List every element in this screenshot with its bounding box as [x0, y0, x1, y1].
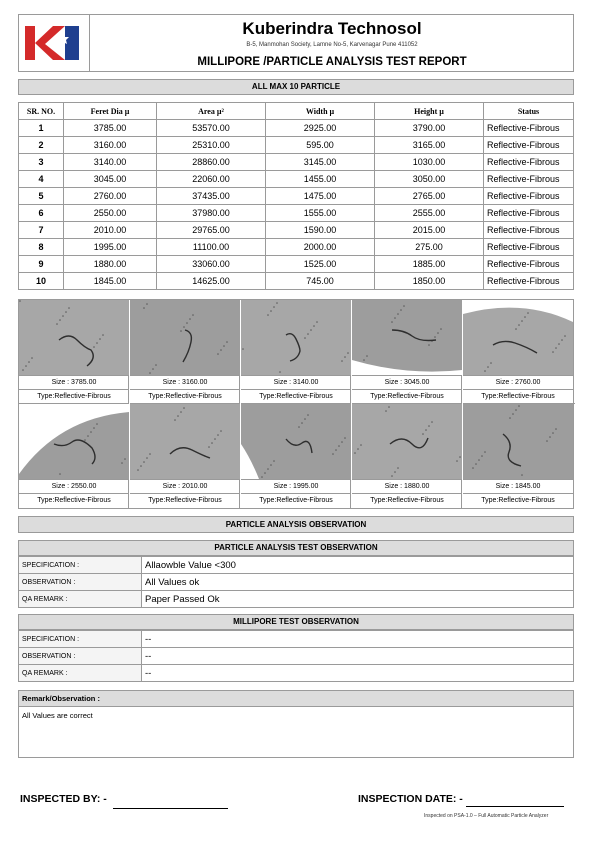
- status-cell: Reflective-Fibrous: [484, 256, 574, 273]
- spec-label: SPECIFICATION :: [19, 557, 142, 574]
- value-cell: 1555.00: [266, 205, 375, 222]
- sr-no-cell: 4: [19, 171, 64, 188]
- company-address: B-5, Manmohan Society, Lamne No-5, Karvenagar Pune 411052: [246, 42, 418, 48]
- status-cell: Reflective-Fibrous: [484, 205, 574, 222]
- table-row: [19, 591, 574, 608]
- table-row: [19, 222, 574, 239]
- particle-image-cell: [241, 300, 351, 404]
- value-cell: 53570.00: [157, 120, 266, 137]
- particle-micrograph: [463, 300, 573, 375]
- spec-label: SPECIFICATION :: [19, 631, 142, 648]
- value-cell: 37980.00: [157, 205, 266, 222]
- observation-label: OBSERVATION :: [19, 648, 142, 665]
- company-name: Kuberindra Technosol: [242, 19, 422, 38]
- remark-box: [18, 690, 574, 758]
- value-cell: 1525.00: [266, 256, 375, 273]
- value-cell: 1590.00: [266, 222, 375, 239]
- value-cell: 1455.00: [266, 171, 375, 188]
- value-cell: 2765.00: [375, 188, 484, 205]
- particle-size-label: Size : 3785.00: [19, 375, 129, 389]
- particle-size-label: Size : 1845.00: [463, 479, 573, 493]
- particle-micrograph: [352, 300, 462, 375]
- status-cell: Reflective-Fibrous: [484, 137, 574, 154]
- value-cell: 2925.00: [266, 120, 375, 137]
- table-row: [19, 239, 574, 256]
- particle-type-label: Type:Reflective-Fibrous: [352, 389, 462, 403]
- particle-image-grid: [18, 299, 574, 509]
- value-cell: 2550.00: [64, 205, 157, 222]
- value-cell: 3790.00: [375, 120, 484, 137]
- table-row: [19, 631, 574, 648]
- particle-image-cell: [352, 404, 462, 508]
- value-cell: 3165.00: [375, 137, 484, 154]
- particle-test-title: PARTICLE ANALYSIS TEST OBSERVATION: [18, 540, 574, 556]
- status-cell: Reflective-Fibrous: [484, 273, 574, 290]
- value-cell: 2010.00: [64, 222, 157, 239]
- table-row: [19, 557, 574, 574]
- particle-size-label: Size : 2550.00: [19, 479, 129, 493]
- value-cell: 3045.00: [64, 171, 157, 188]
- observation-value: All Values ok: [142, 574, 574, 591]
- table-row: [19, 273, 574, 290]
- value-cell: 1885.00: [375, 256, 484, 273]
- table-row: [19, 205, 574, 222]
- col-header: Feret Dia µ: [64, 103, 157, 120]
- value-cell: 3140.00: [64, 154, 157, 171]
- particle-micrograph: [352, 404, 462, 479]
- particle-type-label: Type:Reflective-Fibrous: [463, 493, 573, 507]
- particle-image-cell: [19, 404, 129, 508]
- sr-no-cell: 5: [19, 188, 64, 205]
- value-cell: 22060.00: [157, 171, 266, 188]
- sr-no-cell: 6: [19, 205, 64, 222]
- particle-type-label: Type:Reflective-Fibrous: [19, 493, 129, 507]
- value-cell: 25310.00: [157, 137, 266, 154]
- sr-no-cell: 10: [19, 273, 64, 290]
- spec-value: Allaowble Value <300: [142, 557, 574, 574]
- col-header: Status: [484, 103, 574, 120]
- sr-no-cell: 7: [19, 222, 64, 239]
- particle-image-cell: [19, 300, 129, 404]
- particle-test-table: [18, 556, 574, 608]
- status-cell: Reflective-Fibrous: [484, 188, 574, 205]
- particle-size-label: Size : 3160.00: [130, 375, 240, 389]
- value-cell: 1880.00: [64, 256, 157, 273]
- status-cell: Reflective-Fibrous: [484, 222, 574, 239]
- particle-image-cell: [463, 300, 575, 404]
- particle-micrograph: [19, 300, 129, 375]
- inspection-date-label: INSPECTION DATE: -: [358, 793, 463, 805]
- status-cell: Reflective-Fibrous: [484, 154, 574, 171]
- sr-no-cell: 2: [19, 137, 64, 154]
- particle-micrograph: [241, 300, 351, 375]
- value-cell: 2555.00: [375, 205, 484, 222]
- particle-image-cell: [463, 404, 575, 508]
- value-cell: 3145.00: [266, 154, 375, 171]
- particle-micrograph: [19, 404, 129, 479]
- particle-size-label: Size : 2010.00: [130, 479, 240, 493]
- particle-size-label: Size : 3140.00: [241, 375, 351, 389]
- sr-no-cell: 1: [19, 120, 64, 137]
- qa-remark-label: QA REMARK :: [19, 665, 142, 682]
- value-cell: 3160.00: [64, 137, 157, 154]
- value-cell: 37435.00: [157, 188, 266, 205]
- value-cell: 3785.00: [64, 120, 157, 137]
- particle-micrograph: [130, 300, 240, 375]
- value-cell: 3050.00: [375, 171, 484, 188]
- millipore-test-title: MILLIPORE TEST OBSERVATION: [18, 614, 574, 630]
- report-title: MILLIPORE /PARTICLE ANALYSIS TEST REPORT: [197, 56, 467, 68]
- particle-size-label: Size : 2760.00: [463, 375, 573, 389]
- particle-image-cell: [130, 404, 240, 508]
- qa-remark-value: --: [142, 665, 574, 682]
- status-cell: Reflective-Fibrous: [484, 239, 574, 256]
- sr-no-cell: 9: [19, 256, 64, 273]
- value-cell: 595.00: [266, 137, 375, 154]
- value-cell: 14625.00: [157, 273, 266, 290]
- sr-no-cell: 8: [19, 239, 64, 256]
- particle-type-label: Type:Reflective-Fibrous: [352, 493, 462, 507]
- spec-value: --: [142, 631, 574, 648]
- observation-value: --: [142, 648, 574, 665]
- observation-title: PARTICLE ANALYSIS OBSERVATION: [18, 516, 574, 533]
- table-row: [19, 154, 574, 171]
- particle-size-label: Size : 1880.00: [352, 479, 462, 493]
- value-cell: 29765.00: [157, 222, 266, 239]
- particle-type-label: Type:Reflective-Fibrous: [241, 493, 351, 507]
- particle-image-cell: [352, 300, 462, 404]
- table-row: [19, 120, 574, 137]
- particle-table: [18, 102, 574, 290]
- logo-icon: [19, 15, 89, 71]
- value-cell: 1995.00: [64, 239, 157, 256]
- col-header: Height µ: [375, 103, 484, 120]
- particle-micrograph: [463, 404, 573, 479]
- col-header: Width µ: [266, 103, 375, 120]
- particle-type-label: Type:Reflective-Fibrous: [130, 389, 240, 403]
- table-row: [19, 648, 574, 665]
- value-cell: 1850.00: [375, 273, 484, 290]
- remark-title: Remark/Observation :: [19, 691, 573, 707]
- table-row: [19, 171, 574, 188]
- sr-no-cell: 3: [19, 154, 64, 171]
- value-cell: 11100.00: [157, 239, 266, 256]
- col-header: Area µ²: [157, 103, 266, 120]
- table-row: [19, 574, 574, 591]
- value-cell: 2015.00: [375, 222, 484, 239]
- status-cell: Reflective-Fibrous: [484, 120, 574, 137]
- section-title: ALL MAX 10 PARTICLE: [18, 79, 574, 95]
- remark-text: All Values are correct: [22, 711, 93, 720]
- col-header: SR. NO.: [19, 103, 64, 120]
- particle-type-label: Type:Reflective-Fibrous: [463, 389, 573, 403]
- status-cell: Reflective-Fibrous: [484, 171, 574, 188]
- value-cell: 1030.00: [375, 154, 484, 171]
- particle-micrograph: [241, 404, 351, 479]
- observation-label: OBSERVATION :: [19, 574, 142, 591]
- value-cell: 2760.00: [64, 188, 157, 205]
- qa-remark-value: Paper Passed Ok: [142, 591, 574, 608]
- particle-type-label: Type:Reflective-Fibrous: [241, 389, 351, 403]
- particle-image-cell: [241, 404, 351, 508]
- table-row: [19, 137, 574, 154]
- particle-size-label: Size : 1995.00: [241, 479, 351, 493]
- value-cell: 275.00: [375, 239, 484, 256]
- table-row: [19, 256, 574, 273]
- value-cell: 33060.00: [157, 256, 266, 273]
- table-header-row: [19, 103, 574, 120]
- inspected-by-label: INSPECTED BY: -: [20, 793, 107, 805]
- millipore-test-table: [18, 630, 574, 682]
- report-header: [18, 14, 574, 72]
- qa-remark-label: QA REMARK :: [19, 591, 142, 608]
- particle-type-label: Type:Reflective-Fibrous: [19, 389, 129, 403]
- inspected-by-line: [113, 808, 228, 809]
- inspection-date-line: [466, 806, 564, 807]
- value-cell: 1475.00: [266, 188, 375, 205]
- value-cell: 1845.00: [64, 273, 157, 290]
- table-row: [19, 188, 574, 205]
- particle-type-label: Type:Reflective-Fibrous: [130, 493, 240, 507]
- value-cell: 2000.00: [266, 239, 375, 256]
- value-cell: 28860.00: [157, 154, 266, 171]
- particle-size-label: Size : 3045.00: [352, 375, 462, 389]
- footnote: Inspected on PSA-1.0 – Full Automatic Particle Analyzer: [424, 813, 549, 819]
- particle-micrograph: [130, 404, 240, 479]
- table-row: [19, 665, 574, 682]
- company-logo: [19, 15, 90, 71]
- value-cell: 745.00: [266, 273, 375, 290]
- particle-image-cell: [130, 300, 240, 404]
